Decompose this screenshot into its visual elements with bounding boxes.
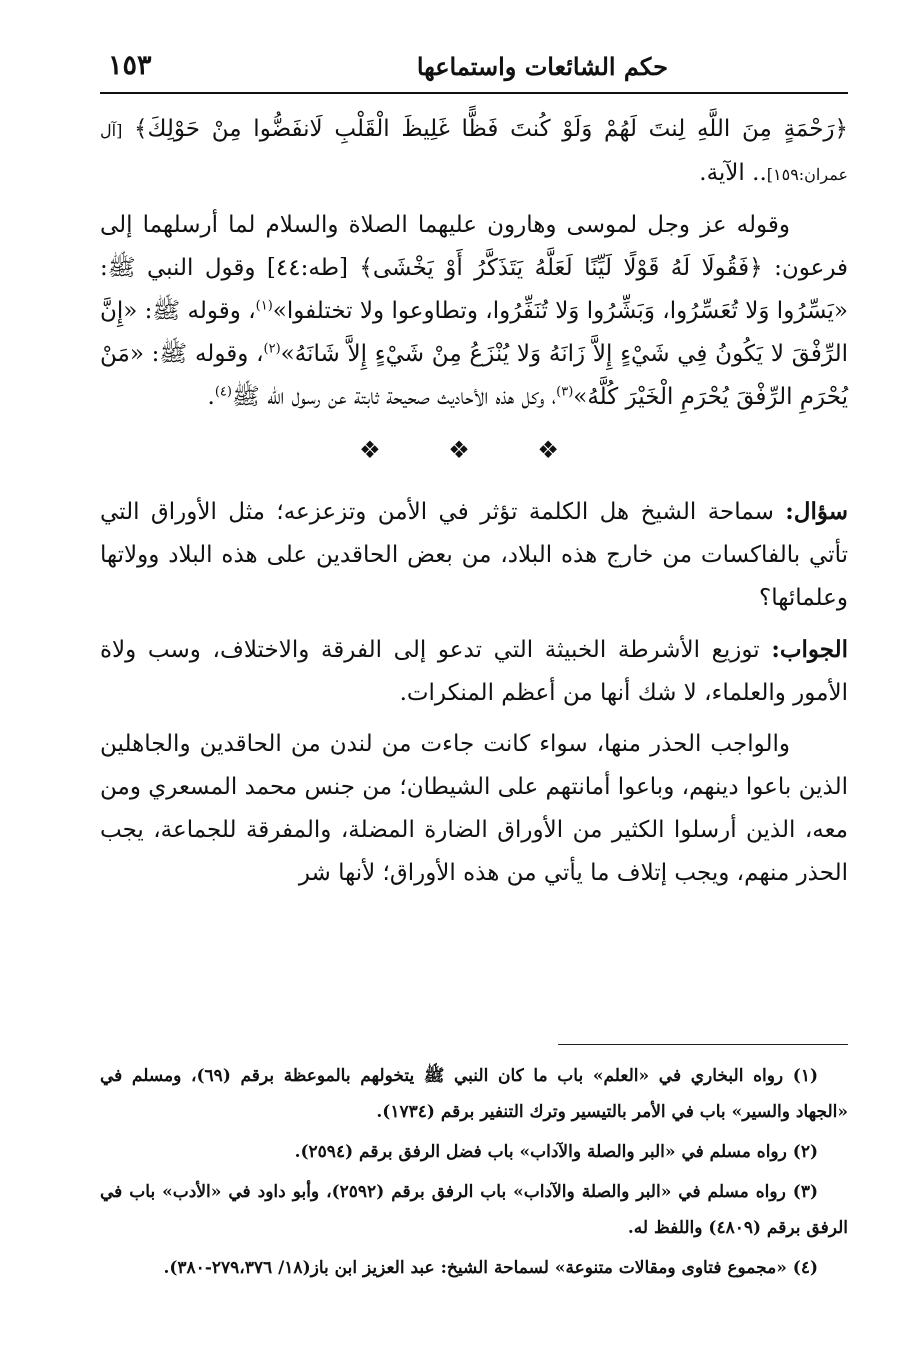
page-number: ١٥٣: [108, 50, 152, 81]
closing-paragraph: والواجب الحذر منها، سواء كانت جاءت من لندن من الحاقدين والجاهلين الذين باعوا دينهم، وباعوا أمانتهم على الشيطان؛ من جنس محمد المسعري ومن معه، الذين أرسلوا الكثير من الأوراق الضارة المضلة، والمفرقة للجماعة، يجب الحذر منهم، ويجب إتلاف ما يأتي من هذه الأوراق؛ لأنها شر: [100, 731, 848, 886]
footnote-marker-1[interactable]: (١): [255, 298, 273, 314]
verse-paragraph: [100, 108, 848, 196]
answer-paragraph: [100, 628, 848, 715]
running-header: [100, 40, 848, 94]
footnote-2: (٢) رواه مسلم في «البر والصلة والآداب» باب فضل الرفق برقم (٢٥٩٤).: [294, 1142, 818, 1162]
hadith-end: .: [207, 384, 215, 410]
question-label: سؤال:: [785, 498, 848, 525]
book-page: [100, 40, 848, 1330]
footnotes: [100, 1058, 848, 1286]
footnote-3: (٣) رواه مسلم في «البر والصلة والآداب» باب الرفق برقم (٢٥٩٢)، وأبو داود في «الأدب» باب في الرفق برقم (٤٨٠٩) واللفظ له.: [100, 1182, 848, 1238]
running-title: حكم الشائعات واستماعها: [416, 52, 668, 81]
question-paragraph: [100, 490, 848, 620]
verse-reference: [آل عمران:١٥٩]: [100, 121, 848, 184]
main-text: [100, 108, 848, 903]
answer-label: الجواب:: [771, 636, 848, 663]
answer-text: توزيع الأشرطة الخبيثة التي تدعو إلى الفرقة والاختلاف، وسب ولاة الأمور والعلماء، لا شك أنها من أعظم المنكرات.: [100, 637, 848, 706]
footnote-4: (٤) «مجموع فتاوى ومقالات متنوعة» لسماحة الشيخ: عبد العزيز ابن باز(١٨/ ٢٧٩،٣٧٦-٣٨٠).: [163, 1258, 818, 1278]
hadith-text-3: ، وقوله ﷺ: «مَنْ يُحْرَمِ الرِّفْقَ يُحْرَمِ الْخَيْرَ كُلَّهُ»: [100, 341, 848, 410]
footnote-1: (١) رواه البخاري في «العلم» باب ما كان النبي ﷺ يتخولهم بالموعظة برقم (٦٩)، ومسلم في «الجهاد والسير» باب في الأمر بالتيسير وترك التنفير برقم (١٧٣٤).: [100, 1066, 848, 1122]
verse-tail: .. الآية.: [699, 160, 767, 186]
hadith-paragraph: [100, 204, 848, 419]
hadith-text-2: ، وقوله ﷺ: «إِنَّ الرِّفْقَ لا يَكُونُ فِي شَيْءٍ إِلاَّ زَانَهُ وَلا يُنْزَعُ مِنْ شَيْءٍ إِلاَّ شَانَهُ»: [100, 298, 848, 367]
footnote-marker-3[interactable]: (٣): [556, 384, 574, 400]
footnote-marker-2[interactable]: (٢): [263, 341, 281, 357]
question-text: سماحة الشيخ هل الكلمة تؤثر في الأمن وتزعزعه؛ مثل الأوراق التي تأتي بالفاكسات من خارج هذه البلاد، من بعض الحاقدين على هذه البلاد وولاتها وعلمائها؟: [100, 499, 848, 611]
quran-verse: ﴿رَحْمَةٍ مِنَ اللَّهِ لِنتَ لَهُمْ وَلَوْ كُنتَ فَظًّا غَلِيظَ الْقَلْبِ لَانفَضُّوا مِنْ حَوْلِكَ﴾: [134, 116, 849, 142]
footnote-marker-4[interactable]: (٤): [214, 384, 232, 400]
footnote-separator: [558, 1044, 848, 1045]
hadith-text-4: ، وكل هذه الأحاديث صحيحة ثابتة عن رسول الله ﷺ: [231, 384, 557, 410]
section-divider-ornament: ❖ ❖ ❖: [359, 436, 589, 464]
hadith-text-1: وقوله عز وجل لموسى وهارون عليهما الصلاة والسلام لما أرسلهما إلى فرعون: ﴿فَقُولَا لَهُ قَوْلًا لَيِّنًا لَعَلَّهُ يَتَذَكَّرُ أَوْ يَخْشَى﴾ [طه:٤٤] وقول النبي ﷺ: «يَسِّرُوا وَلا تُعَسِّرُوا، وَبَشِّرُوا وَلا تُنَفِّرُوا، وتطاوعوا ولا تختلفوا»: [100, 212, 848, 324]
